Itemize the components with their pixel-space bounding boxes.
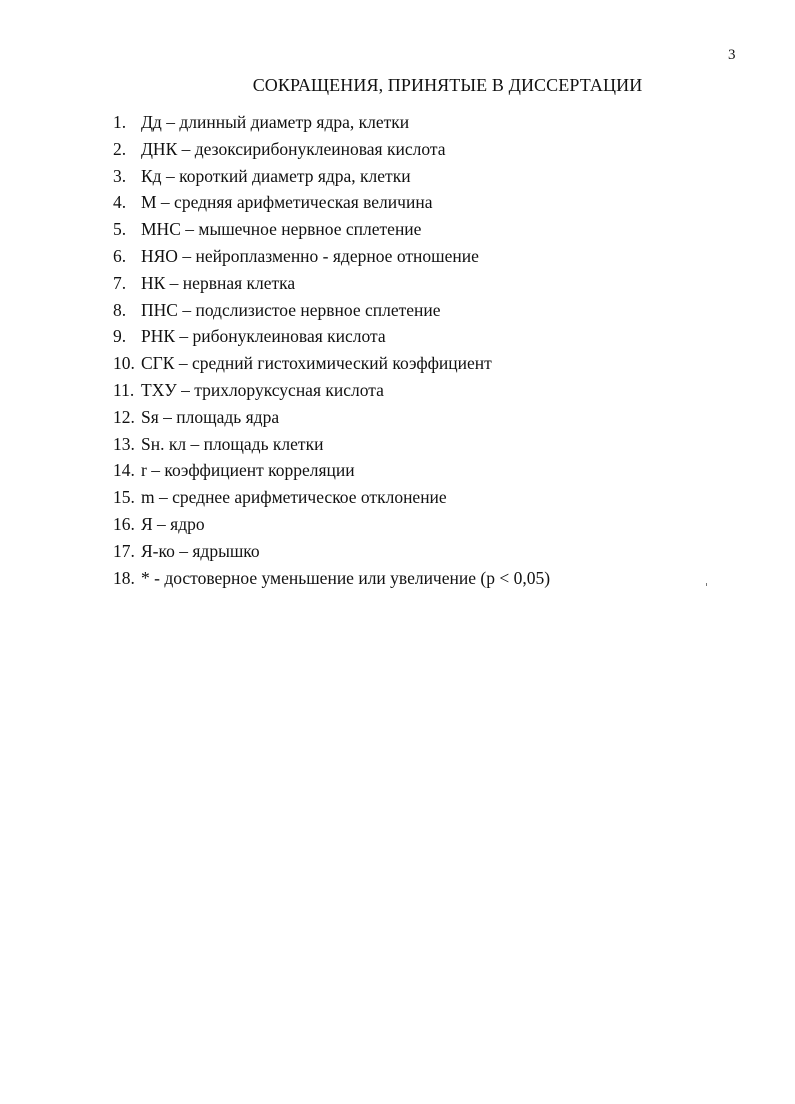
list-item [113, 112, 550, 139]
item-text: Sн. кл – площадь клетки [141, 433, 324, 454]
list-item [113, 353, 550, 380]
list-item [113, 568, 550, 595]
item-number: 14. [113, 460, 135, 481]
item-number: 2. [113, 138, 127, 159]
list-item [113, 380, 550, 407]
item-number: 10. [113, 353, 135, 374]
item-text: НЯО – нейроплазменно - ядерное отношение [141, 245, 479, 266]
item-number: 12. [113, 406, 135, 427]
list-item [113, 541, 550, 568]
item-text: Я – ядро [141, 513, 205, 534]
item-text: Я-ко – ядрышко [141, 540, 260, 561]
item-text: ДНК – дезоксирибонуклеиновая кислота [141, 138, 446, 159]
list-item [113, 514, 550, 541]
item-text: МНС – мышечное нервное сплетение [141, 219, 422, 240]
item-number: 1. [113, 112, 127, 132]
item-text: ПНС – подслизистое нервное сплетение [141, 299, 441, 320]
list-item [113, 246, 550, 273]
item-text: r – коэффициент корреляции [141, 460, 355, 481]
page-title: СОКРАЩЕНИЯ, ПРИНЯТЫЕ В ДИССЕРТАЦИИ [252, 75, 643, 95]
item-text: * - достоверное уменьшение или увеличение (p < 0,05) [141, 567, 551, 588]
list-item [113, 487, 550, 514]
list-item [113, 219, 550, 246]
abbreviation-list [113, 112, 550, 594]
item-number: 4. [113, 192, 127, 213]
item-number: 15. [113, 487, 135, 508]
item-text: РНК – рибонуклеиновая кислота [141, 326, 386, 347]
list-item [113, 166, 550, 193]
item-text: Sя – площадь ядра [141, 406, 280, 427]
list-item [113, 300, 550, 327]
item-text: Кд – короткий диаметр ядра, клетки [141, 165, 411, 186]
item-number: 17. [113, 540, 135, 561]
item-text: ТХУ – трихлоруксусная кислота [141, 379, 384, 400]
item-number: 3. [113, 165, 127, 186]
list-item [113, 407, 550, 434]
item-number: 7. [113, 272, 127, 293]
item-text: СГК – средний гистохимический коэффициент [141, 353, 492, 374]
item-number: 6. [113, 245, 127, 266]
item-number: 13. [113, 433, 135, 454]
page-number: 3 [728, 47, 736, 63]
item-text: Дд – длинный диаметр ядра, клетки [141, 112, 410, 132]
item-text: m – среднее арифметическое отклонение [141, 487, 447, 508]
item-number: 16. [113, 513, 135, 534]
list-item [113, 139, 550, 166]
list-item [113, 434, 550, 461]
list-item [113, 273, 550, 300]
item-text: М – средняя арифметическая величина [141, 192, 433, 213]
item-number: 8. [113, 299, 127, 320]
item-number: 11. [113, 379, 135, 400]
item-number: 5. [113, 219, 127, 240]
list-item [113, 460, 550, 487]
item-text: НК – нервная клетка [141, 272, 296, 293]
list-item [113, 192, 550, 219]
item-number: 9. [113, 326, 127, 347]
scan-speck [706, 583, 707, 586]
item-number: 18. [113, 567, 135, 588]
list-item [113, 326, 550, 353]
